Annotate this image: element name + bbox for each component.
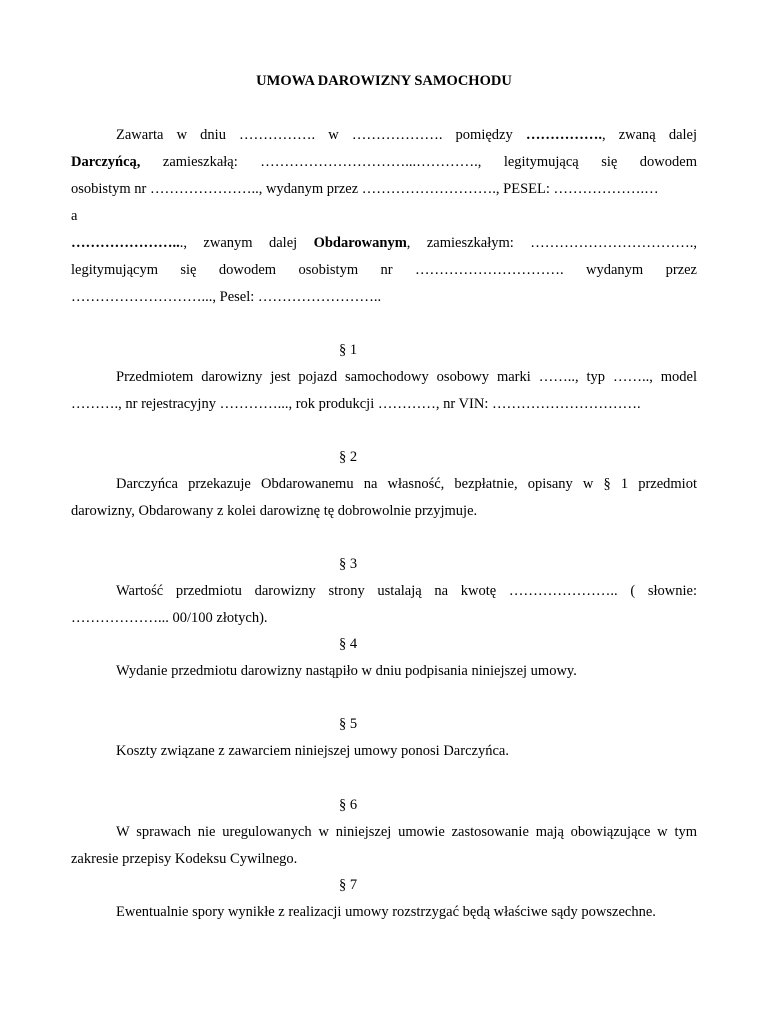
intro-line-4: a [71, 208, 78, 224]
section-7-heading: § 7 [338, 877, 358, 893]
intro-line-6: legitymującym się dowodem osobistym nr …………………………. wydanym przez [71, 262, 697, 278]
intro-line-1: Zawarta w dniu ……………. w ………………. pomiędzy ……………., zwaną dalej [116, 127, 697, 143]
section-5-heading: § 5 [338, 716, 358, 732]
intro-line-5: …………………..., zwanym dalej Obdarowanym, zamieszkałym: ……………………………., [71, 235, 697, 251]
section-2-heading: § 2 [338, 449, 358, 465]
section-4-text: Wydanie przedmiotu darowizny nastąpiło w dniu podpisania niniejszej umowy. [116, 663, 577, 679]
document-title: UMOWA DAROWIZNY SAMOCHODU [256, 73, 512, 89]
section-7-text: Ewentualnie spory wynikłe z realizacji umowy rozstrzygać będą właściwe sądy powszechne. [116, 904, 656, 920]
section-2-text: Darczyńca przekazuje Obdarowanemu na własność, bezpłatnie, opisany w § 1 przedmiot darowizny, Obdarowany z kolei darowiznę tę dobrowolnie przyjmuje. [71, 476, 697, 519]
section-5-text: Koszty związane z zawarciem niniejszej umowy ponosi Darczyńca. [116, 743, 509, 759]
section-6-text: W sprawach nie uregulowanych w niniejszej umowie zastosowanie mają obowiązujące w tym zakresie przepisy Kodeksu Cywilnego. [71, 824, 697, 867]
section-1-text: Przedmiotem darowizny jest pojazd samochodowy osobowy marki …….., typ …….., model ………., nr rejestracyjny …………..., rok produkcji …………, nr VIN: …………………………. [71, 369, 697, 412]
section-3-text: Wartość przedmiotu darowizny strony ustalają na kwotę ………………….. ( słownie: ………………... 00/100 złotych). [71, 583, 697, 626]
intro-paragraph [71, 122, 697, 311]
section-6-heading: § 6 [338, 797, 358, 813]
intro-line-3: osobistym nr ………………….., wydanym przez ………………………., PESEL: ……………….… [71, 181, 659, 197]
intro-line-7: ………………………..., Pesel: …………………….. [71, 289, 382, 305]
section-3-heading: § 3 [338, 556, 358, 572]
section-4-heading: § 4 [338, 636, 358, 652]
intro-line-2: Darczyńcą, zamieszkałą: …………………………...…………., legitymującą się dowodem [71, 154, 697, 170]
section-1-heading: § 1 [338, 342, 358, 358]
